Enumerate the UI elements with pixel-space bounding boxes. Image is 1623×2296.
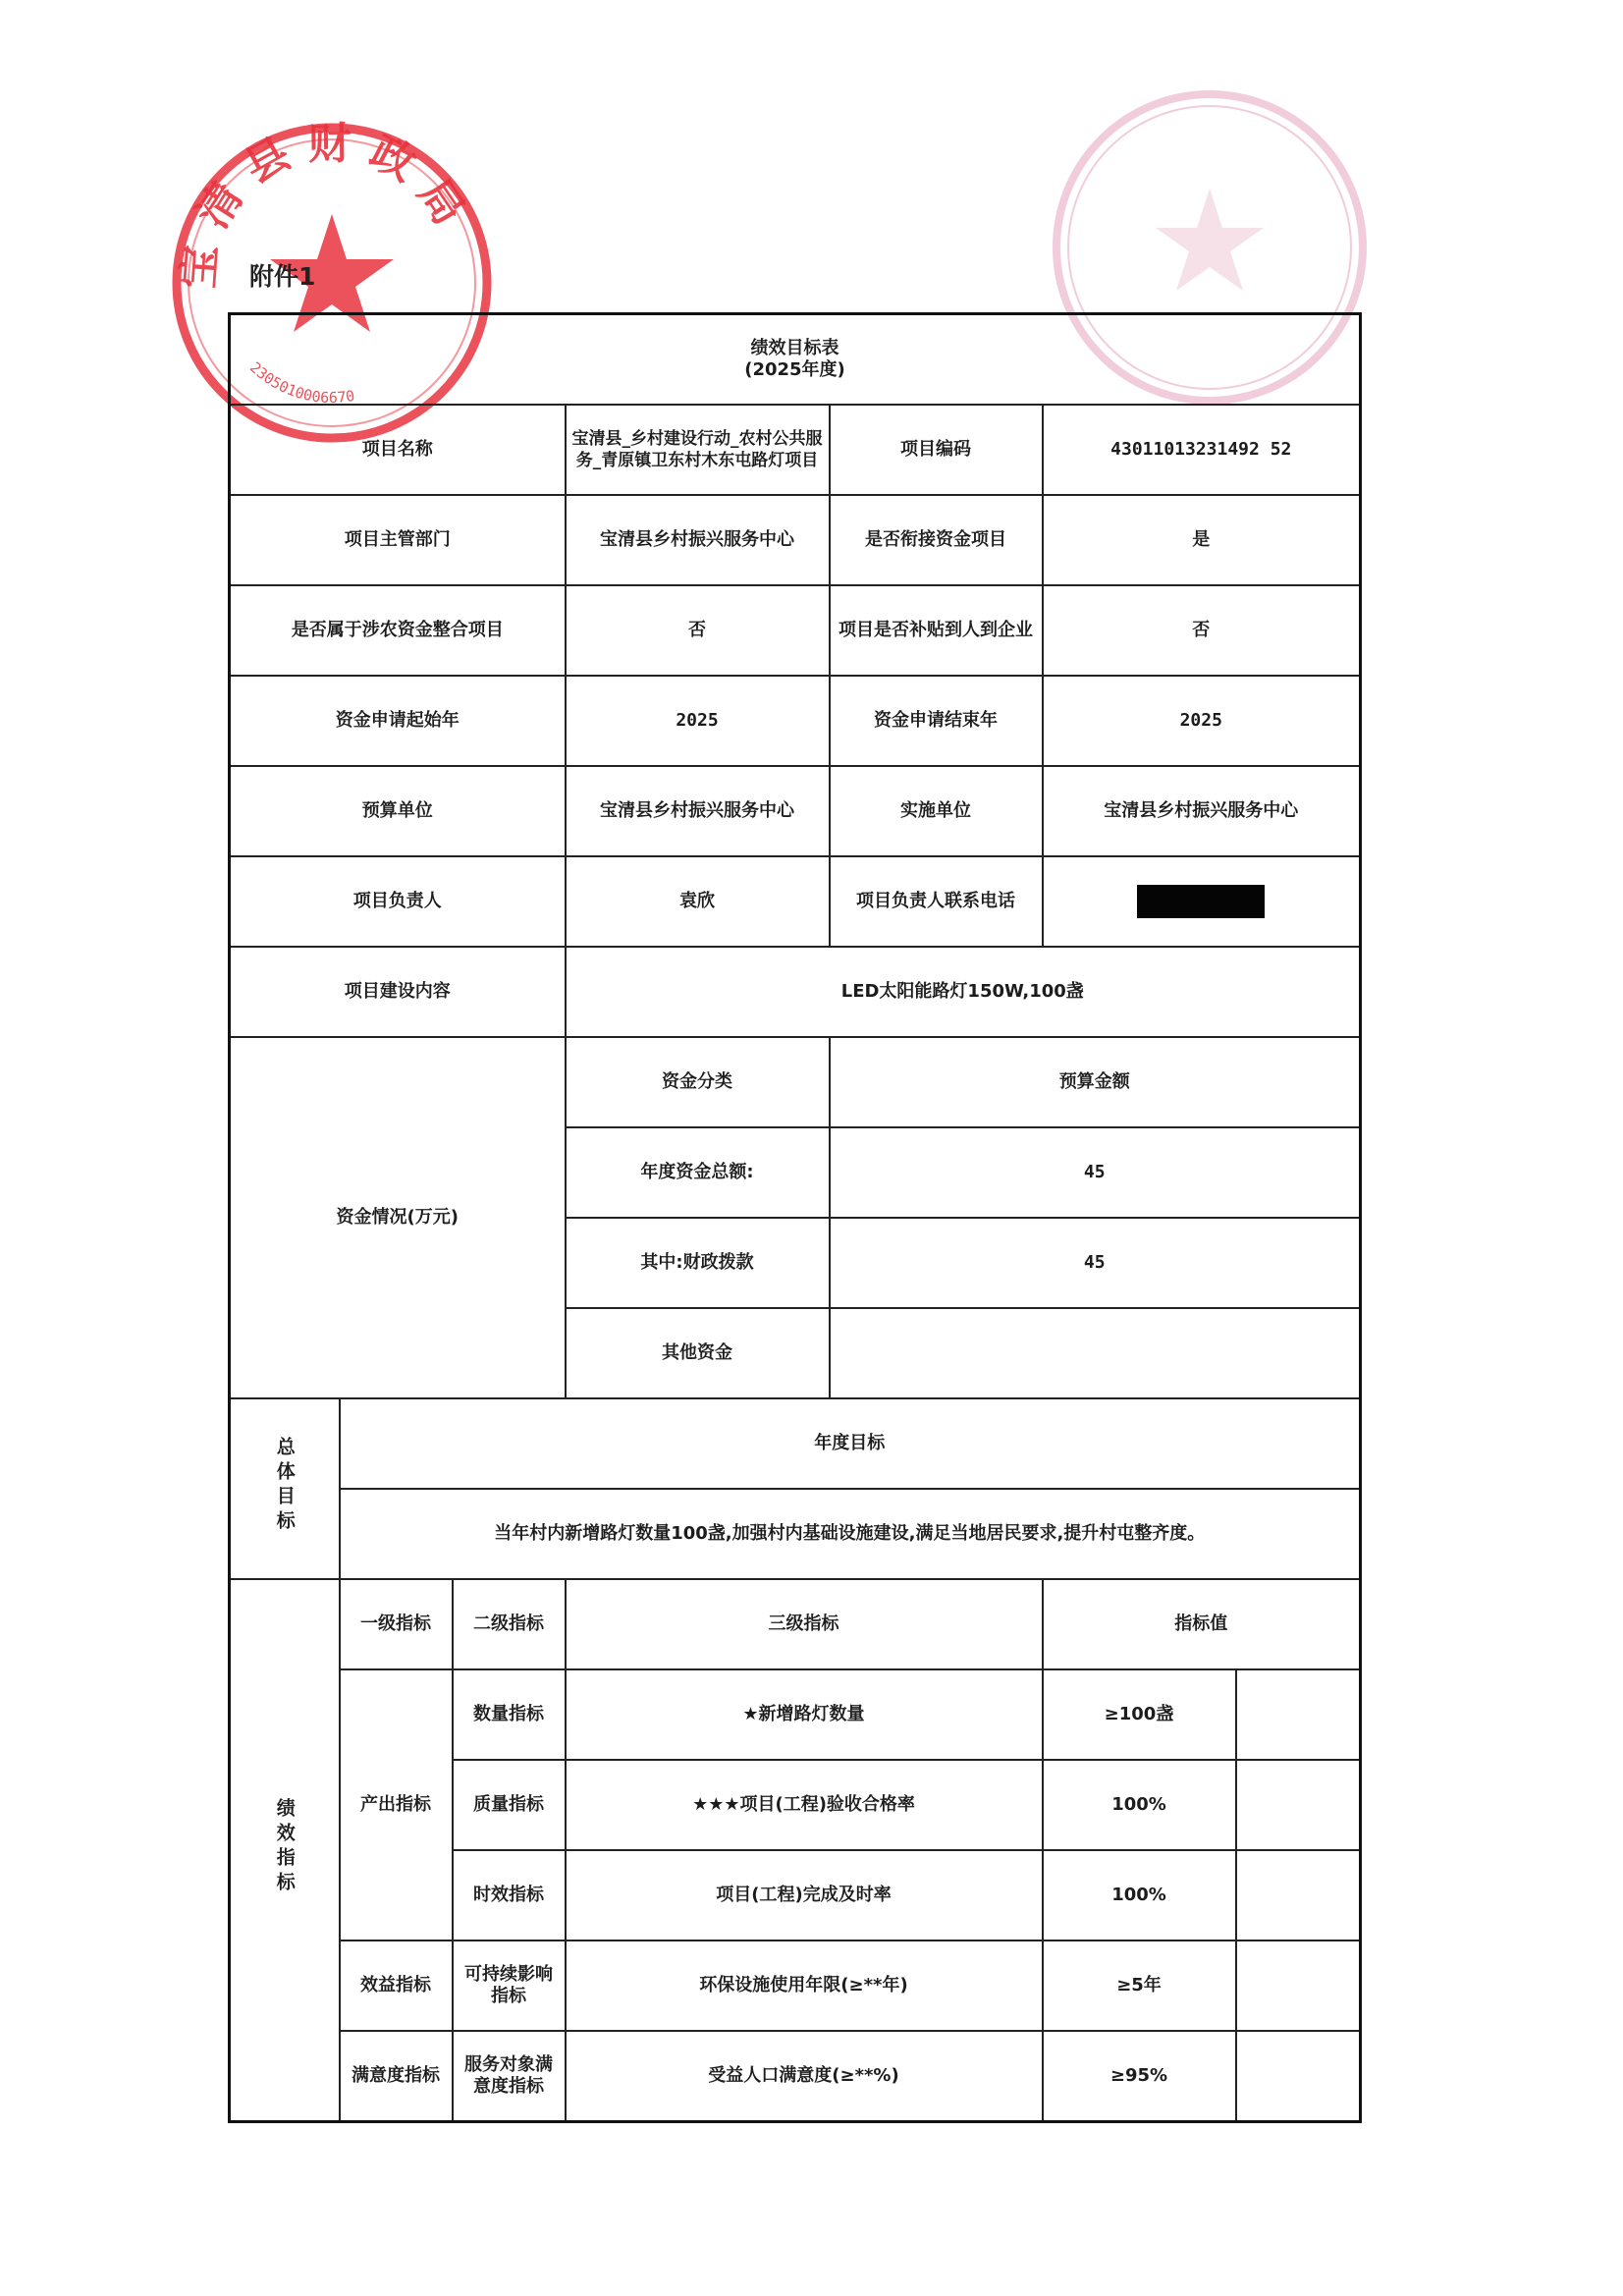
funds-col1-header: 资金分类: [566, 1037, 830, 1127]
indicator-extra-cell: [1236, 1760, 1361, 1850]
impl-unit-label: 实施单位: [830, 766, 1043, 856]
funds-total-value: 45: [830, 1127, 1361, 1218]
indicator-value: ≥100盏: [1043, 1669, 1236, 1760]
linked-fund-value: 是: [1043, 495, 1361, 585]
start-year-value: 2025: [566, 676, 830, 766]
level2-header: 二级指标: [453, 1579, 566, 1669]
owner-label: 项目负责人: [230, 856, 566, 947]
output-indicator-label: 产出指标: [340, 1669, 453, 1941]
funds-col2-header: 预算金额: [830, 1037, 1361, 1127]
indicator-extra-cell: [1236, 1850, 1361, 1941]
satisfaction-indicator-label: 满意度指标: [340, 2031, 453, 2122]
budget-unit-value: 宝清县乡村振兴服务中心: [566, 766, 830, 856]
impl-unit-value: 宝清县乡村振兴服务中心: [1043, 766, 1361, 856]
indicator-level2: 服务对象满意度指标: [453, 2031, 566, 2122]
indicator-level3: ★★★项目(工程)验收合格率: [566, 1760, 1043, 1850]
annual-target-header: 年度目标: [340, 1398, 1361, 1489]
benefit-indicator-label: 效益指标: [340, 1941, 453, 2031]
indicator-value: 100%: [1043, 1760, 1236, 1850]
agri-label: 是否属于涉农资金整合项目: [230, 585, 566, 676]
indicator-extra-cell: [1236, 1669, 1361, 1760]
funds-total-label: 年度资金总额:: [566, 1127, 830, 1218]
subsidy-value: 否: [1043, 585, 1361, 676]
indicators-label: 绩效指标: [230, 1579, 340, 2122]
content-label: 项目建设内容: [230, 947, 566, 1037]
indicator-level2: 可持续影响指标: [453, 1941, 566, 2031]
svg-text:2305010006670: 2305010006670: [245, 358, 356, 408]
subsidy-label: 项目是否补贴到人到企业: [830, 585, 1043, 676]
level3-header: 三级指标: [566, 1579, 1043, 1669]
project-code-value: 43011013231492 52: [1043, 405, 1361, 495]
overall-target-label: 总体目标: [230, 1398, 340, 1579]
phone-label: 项目负责人联系电话: [830, 856, 1043, 947]
funds-fiscal-label: 其中:财政拨款: [566, 1218, 830, 1308]
content-value: LED太阳能路灯150W,100盏: [566, 947, 1361, 1037]
indicator-extra-cell: [1236, 2031, 1361, 2122]
project-name-label: 项目名称: [230, 405, 566, 495]
funds-other-value: [830, 1308, 1361, 1398]
annual-target-text: 当年村内新增路灯数量100盏,加强村内基础设施建设,满足当地居民要求,提升村屯整齐度。: [340, 1489, 1361, 1579]
indicator-level3: 项目(工程)完成及时率: [566, 1850, 1043, 1941]
dept-value: 宝清县乡村振兴服务中心: [566, 495, 830, 585]
project-name-value: 宝清县_乡村建设行动_农村公共服务_青原镇卫东村木东屯路灯项目: [566, 405, 830, 495]
performance-target-table: [228, 312, 1362, 2123]
level1-header: 一级指标: [340, 1579, 453, 1669]
indicator-value: ≥5年: [1043, 1941, 1236, 2031]
linked-fund-label: 是否衔接资金项目: [830, 495, 1043, 585]
form-title: 绩效目标表: [750, 338, 839, 358]
svg-text:宝 清 县 财 政 局: 宝 清 县 财 政 局: [173, 120, 474, 291]
funds-other-label: 其他资金: [566, 1308, 830, 1398]
owner-value: 袁欣: [566, 856, 830, 947]
table-title-cell: [230, 314, 1361, 406]
indicator-level2: 质量指标: [453, 1760, 566, 1850]
indicator-value: 100%: [1043, 1850, 1236, 1941]
attachment-label: 附件1: [249, 262, 316, 291]
agri-value: 否: [566, 585, 830, 676]
value-header: 指标值: [1043, 1579, 1361, 1669]
phone-value: [1043, 856, 1361, 947]
indicator-value: ≥95%: [1043, 2031, 1236, 2122]
indicator-level2: 时效指标: [453, 1850, 566, 1941]
end-year-label: 资金申请结束年: [830, 676, 1043, 766]
indicator-level3: ★新增路灯数量: [566, 1669, 1043, 1760]
project-code-label: 项目编码: [830, 405, 1043, 495]
start-year-label: 资金申请起始年: [230, 676, 566, 766]
end-year-value: 2025: [1043, 676, 1361, 766]
indicator-extra-cell: [1236, 1941, 1361, 2031]
funds-label: 资金情况(万元): [230, 1037, 566, 1398]
indicator-level3: 受益人口满意度(≥**%): [566, 2031, 1043, 2122]
form-subtitle: (2025年度): [744, 359, 845, 380]
indicator-level2: 数量指标: [453, 1669, 566, 1760]
budget-unit-label: 预算单位: [230, 766, 566, 856]
indicator-level3: 环保设施使用年限(≥**年): [566, 1941, 1043, 2031]
dept-label: 项目主管部门: [230, 495, 566, 585]
redaction-bar: [1137, 885, 1265, 918]
funds-fiscal-value: 45: [830, 1218, 1361, 1308]
